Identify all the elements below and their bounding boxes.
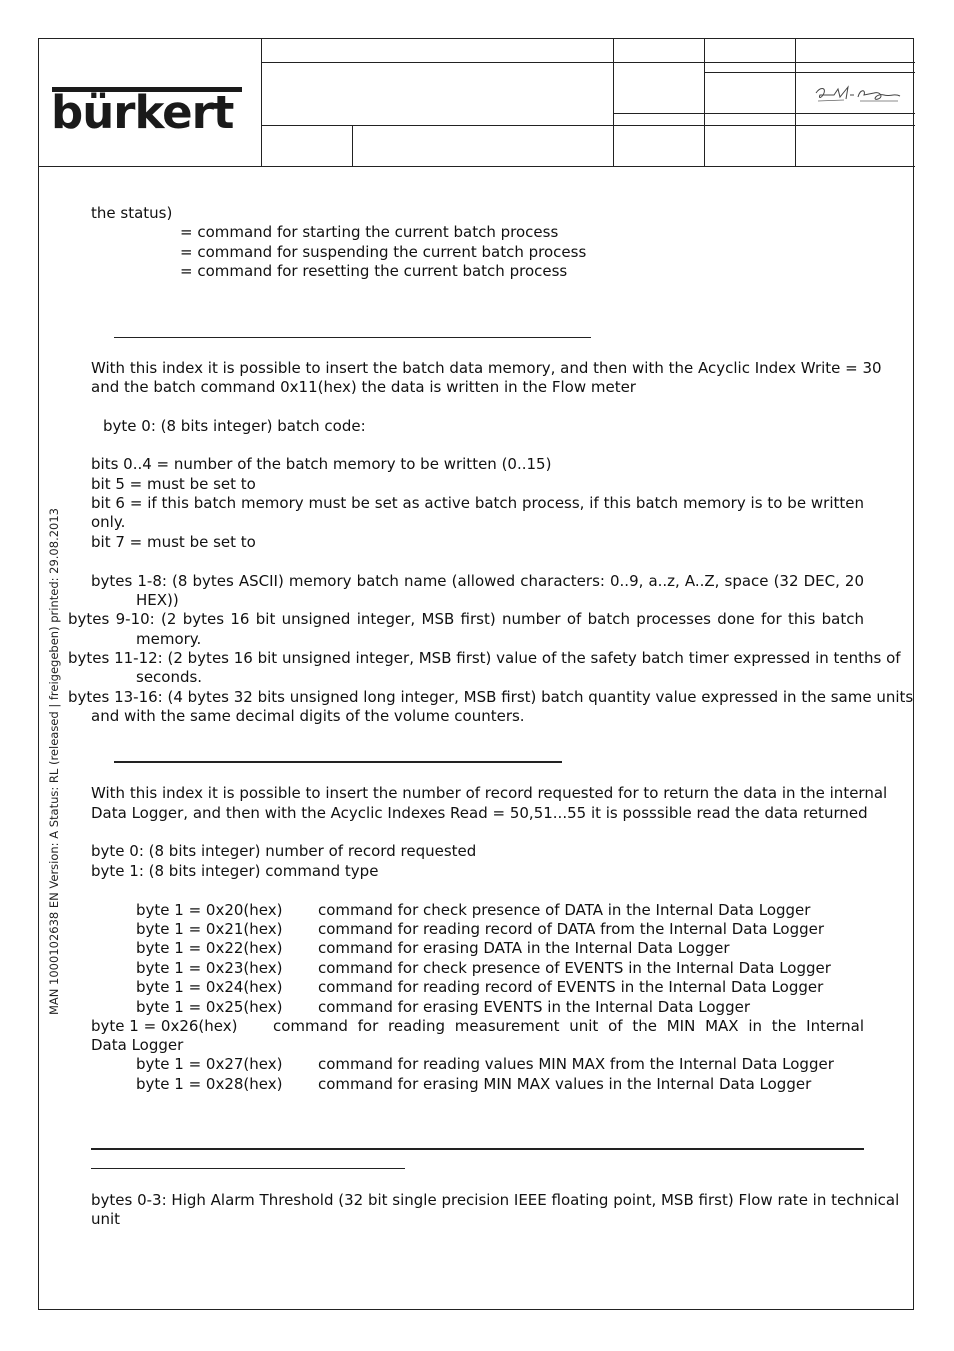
bytes-11-12-text: bytes 11-12: (2 bytes 16 bit unsigned integer, MSB first) value of the safety batch timer expressed in tenths of xyxy=(68,649,901,667)
section-rule xyxy=(91,1168,405,1169)
logger-byte-1: byte 1: (8 bits integer) command type xyxy=(91,862,379,880)
status-continuation: the status) xyxy=(91,204,173,222)
command-code: byte 1 = 0x28(hex) xyxy=(136,1075,283,1093)
command-code: byte 1 = 0x25(hex) xyxy=(136,998,283,1016)
bit-5-text: bit 5 = must be set to xyxy=(91,475,256,493)
section-divider xyxy=(91,1148,864,1150)
command-description: command for reading values MIN MAX from the Internal Data Logger xyxy=(318,1055,834,1073)
command-code: byte 1 = 0x20(hex) xyxy=(136,901,283,919)
logger-paragraph-cont: Data Logger, and then with the Acyclic Indexes Read = 50,51...55 it is posssible read the data returned xyxy=(91,804,868,822)
signature-icon xyxy=(814,83,904,107)
bytes-1-8-text: bytes 1-8: (8 bytes ASCII) memory batch name (allowed characters: 0..9, a..z, A..Z, space (32 DEC, 20 xyxy=(91,572,864,590)
batch-write-paragraph: With this index it is possible to insert the batch data memory, and then with the Acyclic Index Write = 30 xyxy=(91,359,882,377)
command-description: command for reading record of DATA from the Internal Data Logger xyxy=(318,920,825,938)
section-rule xyxy=(114,761,562,763)
command-suspend-text: = command for suspending the current batch process xyxy=(180,243,587,261)
bytes-1-8-text-cont: HEX)) xyxy=(136,591,179,609)
burkert-logo xyxy=(51,86,246,139)
bytes-13-16-text-cont: and with the same decimal digits of the volume counters. xyxy=(91,707,525,725)
bit-6-text-cont: only. xyxy=(91,513,126,531)
command-description: command for reading record of EVENTS in the Internal Data Logger xyxy=(318,978,824,996)
command-start-text: = command for starting the current batch process xyxy=(180,223,559,241)
bit-7-text: bit 7 = must be set to xyxy=(91,533,256,551)
bit-6-text: bit 6 = if this batch memory must be set as active batch process, if this batch memory is to be written xyxy=(91,494,864,512)
command-description: command for erasing EVENTS in the Internal Data Logger xyxy=(318,998,750,1016)
document-header xyxy=(39,39,915,167)
section-rule xyxy=(114,337,591,338)
command-code: byte 1 = 0x22(hex) xyxy=(136,939,283,957)
bytes-13-16-text: bytes 13-16: (4 bytes 32 bits unsigned long integer, MSB first) batch quantity value expressed in the same units xyxy=(68,688,914,706)
command-code: byte 1 = 0x27(hex) xyxy=(136,1055,283,1073)
batch-code-byte: byte 0: (8 bits integer) batch code: xyxy=(103,417,366,435)
bytes-9-10-text: bytes 9-10: (2 bytes 16 bit unsigned integer, MSB first) number of batch processes done for this batch xyxy=(68,610,864,628)
command-description: command for reading measurement unit of the MIN MAX in the Internal xyxy=(273,1017,864,1035)
batch-write-paragraph-cont: and the batch command 0x11(hex) the data is written in the Flow meter xyxy=(91,378,636,396)
command-description: command for erasing MIN MAX values in the Internal Data Logger xyxy=(318,1075,812,1093)
command-description-cont: Data Logger xyxy=(91,1036,184,1054)
bytes-11-12-text-cont: seconds. xyxy=(136,668,203,686)
command-code: byte 1 = 0x24(hex) xyxy=(136,978,283,996)
bits-0-4-text: bits 0..4 = number of the batch memory to be written (0..15) xyxy=(91,455,552,473)
document-side-note: MAN 1000102638 EN Version: A Status: RL (released | freigegeben) printed: 29.08.2013 xyxy=(47,508,61,1015)
command-reset-text: = command for resetting the current batch process xyxy=(180,262,568,280)
command-description: command for check presence of DATA in the Internal Data Logger xyxy=(318,901,811,919)
bytes-9-10-text-cont: memory. xyxy=(136,630,202,648)
command-code: byte 1 = 0x23(hex) xyxy=(136,959,283,977)
alarm-threshold-text: bytes 0-3: High Alarm Threshold (32 bit single precision IEEE floating point, MSB first) Flow rate in technical xyxy=(91,1191,900,1209)
command-code: byte 1 = 0x21(hex) xyxy=(136,920,283,938)
command-description: command for check presence of EVENTS in the Internal Data Logger xyxy=(318,959,831,977)
command-description: command for erasing DATA in the Internal Data Logger xyxy=(318,939,730,957)
command-code: byte 1 = 0x26(hex) xyxy=(91,1017,238,1035)
logo-text: bürkert xyxy=(51,86,234,139)
alarm-threshold-text-cont: unit xyxy=(91,1210,121,1228)
logger-paragraph: With this index it is possible to insert the number of record requested for to return the data in the internal xyxy=(91,784,888,802)
logger-byte-0: byte 0: (8 bits integer) number of record requested xyxy=(91,842,477,860)
